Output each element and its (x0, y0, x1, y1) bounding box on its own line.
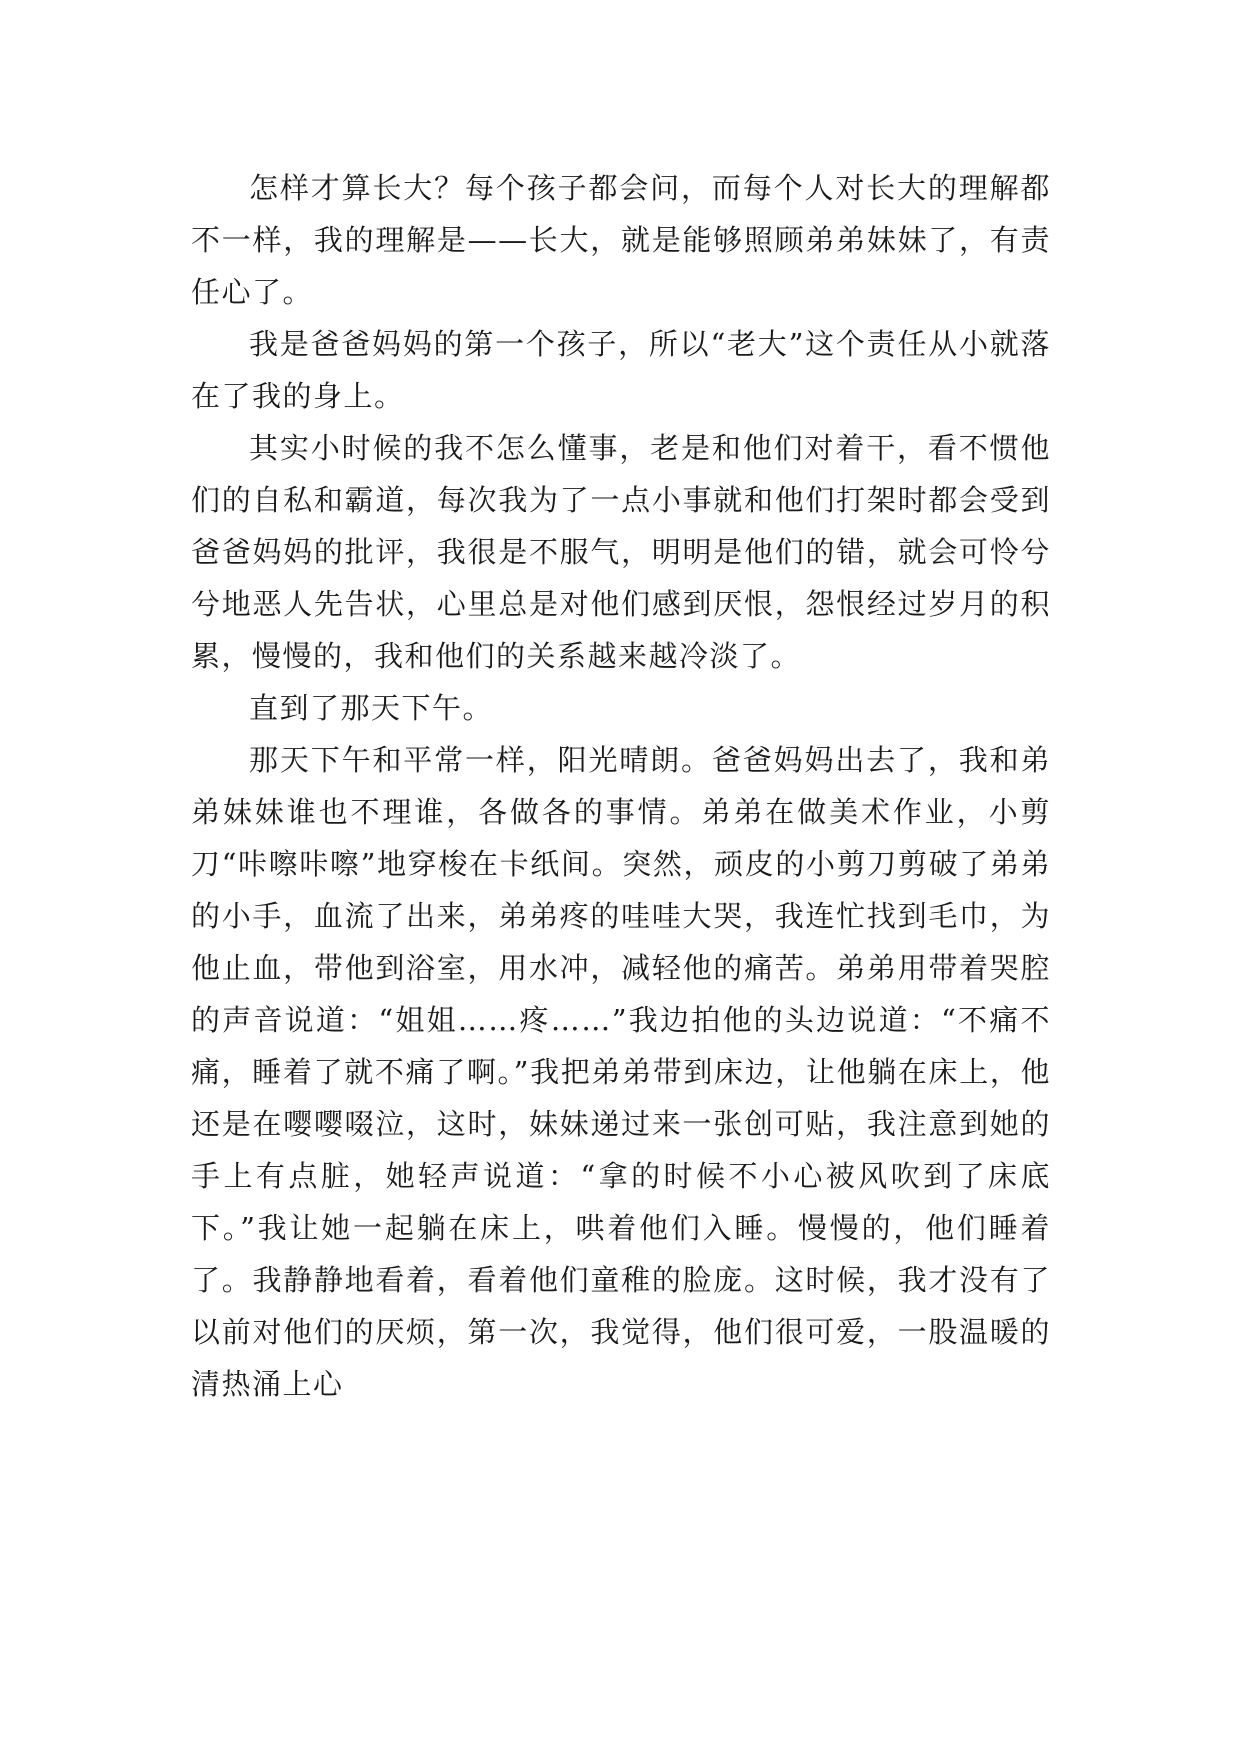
paragraph-4: 直到了那天下午。 (249, 691, 494, 725)
paragraph-5: 那天下午和平常一样，阳光晴朗。爸爸妈妈出去了，我和弟弟妹妹谁也不理谁，各做各的事情。弟弟在做美术作业，小剪刀“咔嚓咔嚓”地穿梭在卡纸间。突然，顽皮的小剪刀剪破了弟弟的小手，血流了出来，弟弟疼的哇哇大哭，我连忙找到毛巾，为他止血，带他到浴室，用水冲，减轻他的痛苦。弟弟用带着哭腔的声音说道：“姐姐……疼……”我边拍他的头边说道：“不痛不痛，睡着了就不痛了啊。”我把弟弟带到床边，让他躺在床上，他还是在嘤嘤啜泣，这时，妹妹递过来一张创可贴，我注意到她的手上有点脏，她轻声说道：“拿的时候不小心被风吹到了床底下。”我让她一起躺在床上，哄着他们入睡。慢慢的，他们睡着了。我静静地看着，看着他们童稚的脸庞。这时候，我才没有了以前对他们的厌烦，第一次，我觉得，他们很可爱，一股温暖的清热涌上心 (191, 743, 1051, 1401)
document-page (191, 162, 1051, 1410)
paragraph-1: 怎样才算长大？每个孩子都会问，而每个人对长大的理解都不一样，我的理解是——长大，就是能够照顾弟弟妹妹了，有责任心了。 (191, 171, 1051, 309)
paragraph-3: 其实小时候的我不怎么懂事，老是和他们对着干，看不惯他们的自私和霸道，每次我为了一点小事就和他们打架时都会受到爸爸妈妈的批评，我很是不服气，明明是他们的错，就会可怜兮兮地恶人先告状，心里总是对他们感到厌恨，怨恨经过岁月的积累，慢慢的，我和他们的关系越来越冷淡了。 (191, 431, 1051, 673)
paragraph-2: 我是爸爸妈妈的第一个孩子，所以“老大”这个责任从小就落在了我的身上。 (191, 327, 1051, 413)
